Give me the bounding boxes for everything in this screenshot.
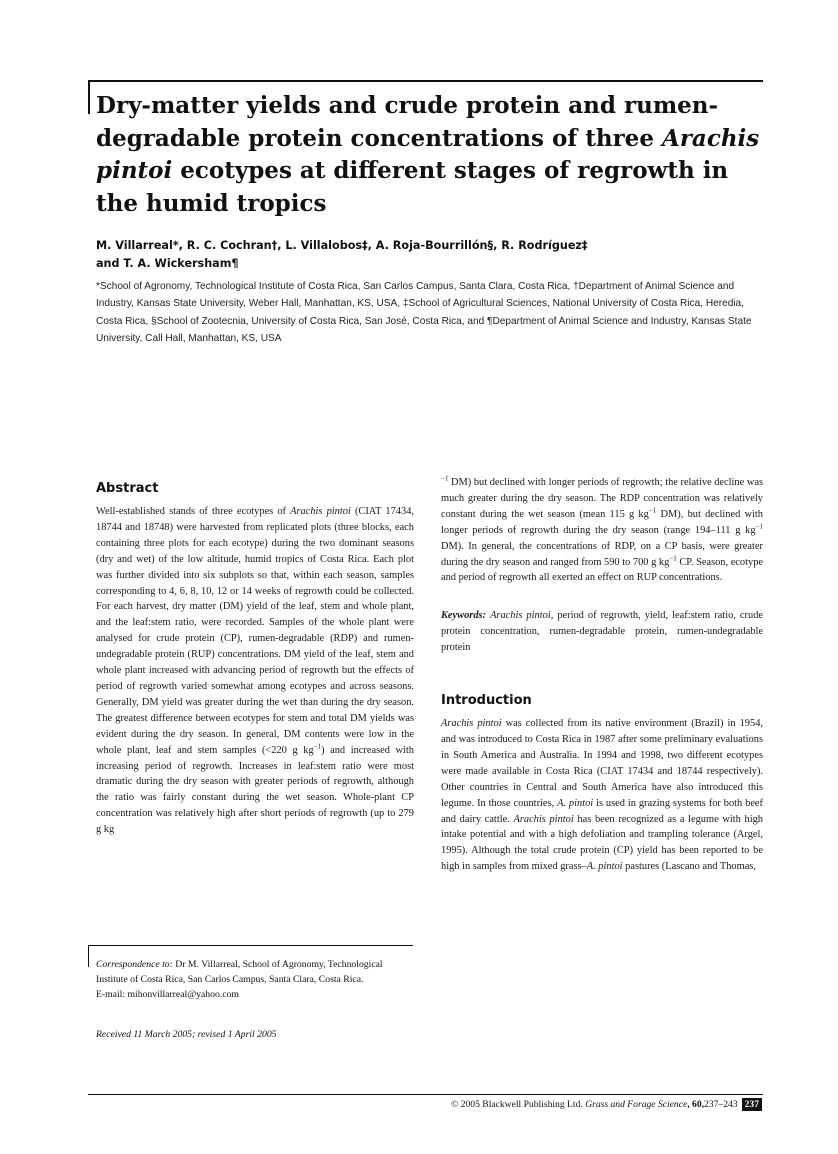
footer-rule xyxy=(88,1094,763,1095)
page-range: 237–243 xyxy=(704,1099,738,1110)
abstract-text-part1 xyxy=(96,504,414,838)
correspondence-label: Correspondence to: xyxy=(96,959,173,970)
title-part: Dry-matter yields and crude protein and rumen-degradable protein concentrations of three xyxy=(96,92,719,152)
author-list xyxy=(96,237,766,273)
superscript: −1 xyxy=(755,522,763,531)
authors-line: M. Villarreal*, R. C. Cochran†, L. Villalobos‡, A. Roja-Bourrillón§, R. Rodríguez‡ xyxy=(96,239,588,252)
right-column xyxy=(441,475,763,875)
title-species: Arachis pintoi xyxy=(96,124,760,184)
correspondence-text: Dr M. Villarreal, School of Agronomy, Technological Institute of Costa Rica, San Carlos Campus, Santa Clara, Costa Rica. xyxy=(96,959,383,985)
left-column xyxy=(96,480,414,838)
text-run: is used in grazing systems for both beef and dairy cattle. xyxy=(441,797,764,825)
volume: , 60, xyxy=(687,1099,705,1110)
superscript: −1 xyxy=(441,474,449,483)
page-footer xyxy=(451,1098,762,1111)
superscript: −1 xyxy=(669,554,677,563)
introduction-text xyxy=(441,716,763,875)
authors-line: and T. A. Wickersham¶ xyxy=(96,257,239,270)
correspondence-rule xyxy=(88,945,413,946)
text-run: CP. Season, ecotype and period of regrowth all exerted an effect on RUP concentrations. xyxy=(441,556,764,584)
page-number: 237 xyxy=(742,1098,762,1111)
text-run: (CIAT 17434, 18744 and 18748) were harvested from replicated plots (three blocks, each containing three plots for each ecotype) during the two dominant seasons (dry and wet) of the low altitude, humid tropics of Costa Rica. Each plot was further divided into six subplots so that, within each season, samples corresponding to 4, 6, 8, 10, 12 or 14 weeks of regrowth could be collected. For each harvest, dry matter (DM) yield of the leaf, stem and whole plant, and the leaf:stem ratio, were recorded. Samples of the whole plant were analysed for crude protein (CP), rumen-degradable (RDP) and rumen-undegradable protein (RUP) concentrations. DM yield of the leaf, stem and whole plant increased with advancing period of regrowth but the effects of period of regrowth varied somewhat among ecotypes and across seasons. Generally, DM yield was greater during the wet than during the dry season. The greatest difference between ecotypes for stem and total DM yields was evident during the dry season. In general, DM contents were low in the whole plant, leaf and stem samples (<220 g kg xyxy=(96,506,415,756)
correspondence-note xyxy=(96,957,414,1002)
text-run: has been recognized as a legume with high intake potential and with a high defoliation and trampling tolerance (Argel, 1995). Although the total crude protein (CP) yield has been reported to be high in samples from mixed grass– xyxy=(441,813,763,873)
received-dates: Received 11 March 2005; revised 1 April 2005 xyxy=(96,1029,277,1040)
correspondence-email[interactable]: E-mail: mihonvillarreal@yahoo.com xyxy=(96,989,239,1000)
text-run: DM), but declined with longer periods of regrowth during the dry season (range 194–111 g kg xyxy=(441,508,763,536)
title-part: ecotypes at different stages of regrowth in the humid tropics xyxy=(96,157,729,217)
abstract-text-part2 xyxy=(441,475,763,586)
species-name: Arachis pintoi xyxy=(490,610,551,622)
text-run: Well-established stands of three ecotypes of xyxy=(96,506,291,517)
keywords-label: Keywords: xyxy=(441,610,487,622)
superscript: −1 xyxy=(313,742,322,751)
species-name: Arachis pintoi xyxy=(441,718,502,730)
text-run: DM) but declined with longer periods of regrowth; the relative decline was much greater during the dry season. The RDP concentration was relatively constant during the wet season (mean 115 g kg xyxy=(441,477,763,520)
introduction-heading: Introduction xyxy=(441,693,532,709)
abstract-heading: Abstract xyxy=(96,481,159,496)
article-title xyxy=(96,90,766,220)
affiliations: *School of Agronomy, Technological Institute of Costa Rica, San Carlos Campus, Santa Clara, Costa Rica, †Department of Animal Science and Industry, Kansas State University, Weber Hall, Manhattan, KS, USA, ‡School of Agricultural Sciences, National University of Costa Rica, Heredia, Costa Rica, §School of Zootecnia, University of Costa Rica, San José, Costa Rica, and ¶Department of Animal Science and Industry, Kansas State University, Call Hall, Manhattan, KS, USA xyxy=(96,281,752,344)
species-name: A. pintoi xyxy=(557,797,594,809)
keywords xyxy=(441,608,763,656)
species-name: Arachis pintoi xyxy=(513,813,574,825)
text-run: was collected from its native environment (Brazil) in 1954, and was introduced to Costa Rica in 1987 after some preliminary evaluations in South America and Australia. In 1994 and 1998, two different ecotypes were made available in Costa Rica (CIAT 17434 and 18744 respectively). Other countries in Central and South America have also introduced this legume. In those countries, xyxy=(441,718,763,809)
species-name: Arachis pintoi xyxy=(290,506,351,517)
text-run: DM). In general, the concentrations of RDP, on a CP basis, were greater during the dry season and ranged from 590 to 700 g kg xyxy=(441,540,763,568)
title-left-rule xyxy=(88,80,90,114)
text-run: pastures (Lascano and Thomas, xyxy=(622,861,756,873)
copyright: © 2005 Blackwell Publishing Ltd. xyxy=(451,1099,583,1110)
title-top-rule xyxy=(88,80,763,82)
text-run: ) and increased with increasing period of regrowth. Increases in leaf:stem ratio were most dramatic during the dry season with greater periods of regrowth, although the ratio was fairly constant during the wet season. Whole-plant CP concentration was relatively high after short periods of regrowth (up to 279 g kg xyxy=(96,744,414,836)
correspondence-left-rule xyxy=(88,945,89,967)
superscript: −1 xyxy=(648,506,657,515)
journal-name: Grass and Forage Science xyxy=(585,1099,688,1110)
keywords-text: , period of regrowth, yield, leaf:stem ratio, crude protein concentration, rumen-degradable protein, rumen-undegradable protein xyxy=(441,610,763,654)
species-name: A. pintoi xyxy=(586,861,623,873)
